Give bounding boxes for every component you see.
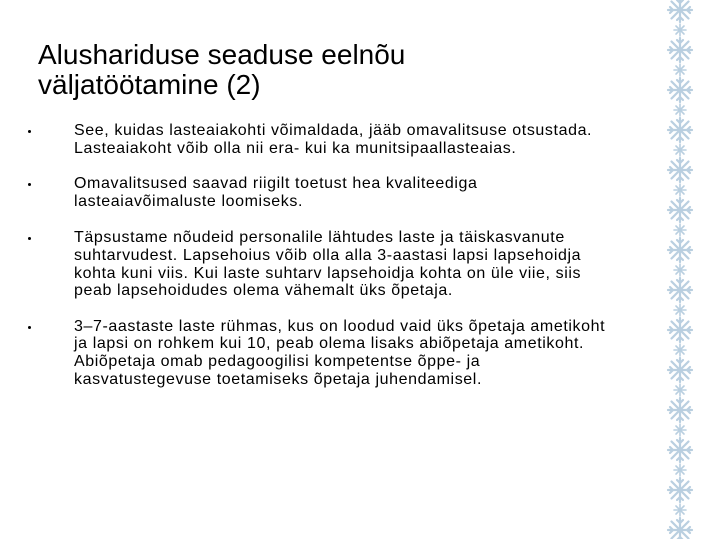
bullet-text: See, kuidas lasteaiakohti võimaldada, jääb omavalitsuse otsustada. Lasteaiakoht võib olla nii era- kui ka munitsipaallasteaias. — [74, 122, 593, 157]
bullet-dot-icon — [28, 237, 31, 240]
bullet-dot-icon — [28, 183, 31, 186]
snowflake-ornament-icon — [668, 38, 692, 62]
snowflake-border — [651, 0, 709, 539]
bullet-item — [28, 318, 608, 388]
snowflake-ornament-icon — [668, 478, 692, 502]
bullet-item — [28, 122, 608, 157]
snowflake-ornament-icon — [668, 318, 692, 342]
snowflake-ornament-icon — [668, 198, 692, 222]
snowflake-ornament-icon — [668, 278, 692, 302]
snowflake-ornament-icon — [668, 158, 692, 182]
snowflake-ornament-icon — [668, 118, 692, 142]
snowflake-small-icon — [674, 104, 686, 116]
bullet-text: 3–7-aastaste laste rühmas, kus on loodud vaid üks õpetaja ametikoht ja lapsi on rohkem kui 10, peab olema lisaks abiõpetaja ametikoht. Abiõpetaja omab pedagoogilisi kompetentse õppe- ja kasvatustegevuse toetamiseks õpetaja juhendamisel. — [74, 317, 606, 388]
bullet-dot-icon — [28, 130, 31, 133]
title-line-1: Alushariduse seaduse eelnõu — [38, 39, 406, 70]
snowflake-ornament-icon — [668, 438, 692, 462]
bullet-text: Omavalitsused saavad riigilt toetust hea kvaliteediga lasteaiavõimaluste loomiseks. — [74, 175, 478, 210]
snowflake-small-icon — [674, 304, 686, 316]
snowflake-small-icon — [674, 24, 686, 36]
snowflake-small-icon — [674, 464, 686, 476]
snowflake-ornament-icon — [668, 238, 692, 262]
bullet-item — [28, 175, 608, 210]
title-line-2: väljatöötamine (2) — [38, 69, 261, 100]
snowflake-ornament-icon — [668, 0, 692, 22]
snowflake-small-icon — [674, 264, 686, 276]
snowflake-ornament-icon — [668, 398, 692, 422]
snowflake-ornament-icon — [668, 518, 692, 539]
snowflake-small-icon — [674, 384, 686, 396]
bullet-list — [28, 122, 608, 406]
bullet-text: Täpsustame nõudeid personalile lähtudes laste ja täiskasvanute suhtarvudest. Lapsehoius võib olla alla 3-aastasi lapsi lapsehoidja kohta kuni viis. Kui laste suhtarv lapsehoidja kohta on üle viie, siis peab lapsehoidudes olema vähemalt üks õpetaja. — [74, 229, 582, 300]
snowflake-small-icon — [674, 224, 686, 236]
snowflake-small-icon — [674, 64, 686, 76]
snowflake-small-icon — [674, 504, 686, 516]
bullet-dot-icon — [28, 326, 31, 329]
snowflake-ornament-icon — [668, 78, 692, 102]
snowflake-ornament-icon — [668, 358, 692, 382]
snowflake-small-icon — [674, 344, 686, 356]
bullet-item — [28, 229, 608, 299]
snowflake-small-icon — [674, 144, 686, 156]
snowflake-small-icon — [674, 424, 686, 436]
snowflake-small-icon — [674, 184, 686, 196]
slide-title — [38, 40, 618, 100]
